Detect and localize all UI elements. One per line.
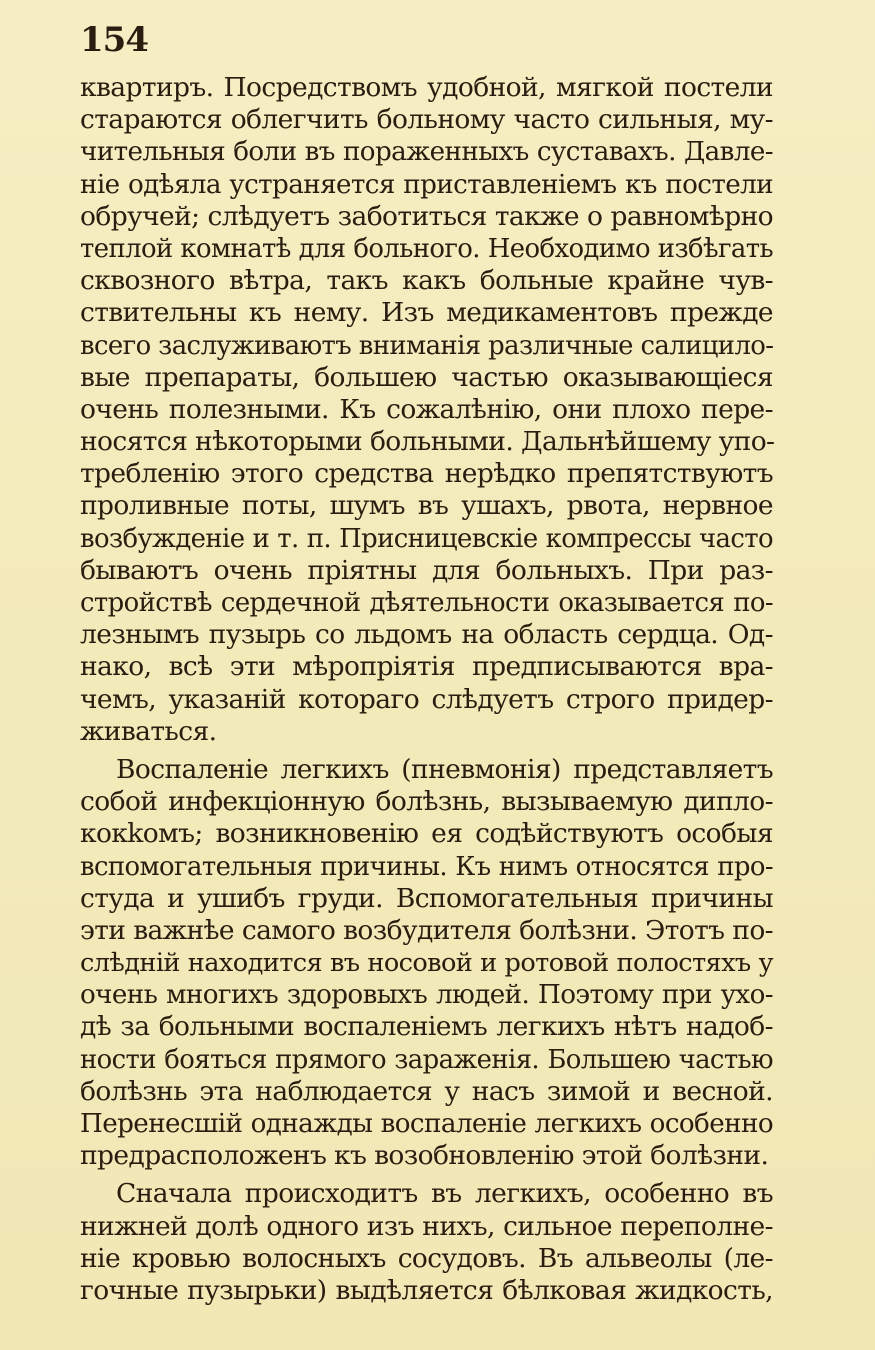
text-line: сквозного вѣтра, такъ какъ больные крайне чув-	[80, 265, 773, 297]
text-line: Воспаленіе легкихъ (пневмонія) представляетъ	[116, 753, 773, 785]
text-line: предрасположенъ къ возобновленію этой болѣзни.	[80, 1140, 769, 1172]
text-line: носятся нѣкоторыми больными. Дальнѣйшему упо-	[80, 426, 775, 458]
text-line: лезнымъ пузырь со льдомъ на область сердца. Од-	[80, 619, 773, 651]
page-text	[80, 72, 773, 1307]
text-line: нако, всѣ эти мѣропріятія предписываются вра-	[80, 651, 773, 683]
text-line: ніе кровью волосныхъ сосудовъ. Въ альвеолы (ле-	[80, 1242, 773, 1274]
text-line: требленію этого средства нерѣдко препятствуютъ	[80, 458, 773, 490]
text-line: нижней долѣ одного изъ нихъ, сильное переполне-	[80, 1210, 773, 1242]
text-line: кокkомъ; возникновенію ея содѣйствуютъ особыя	[80, 818, 773, 850]
paragraph	[80, 72, 773, 748]
text-line: гочные пузырьки) выдѣляется бѣлковая жидкость,	[80, 1274, 773, 1306]
page-number: 154	[80, 20, 148, 60]
text-line: квартиръ. Посредствомъ удобной, мягкой постели	[80, 72, 773, 103]
text-line: очень многихъ здоровыхъ людей. Поэтому при ухо-	[80, 980, 773, 1011]
text-line: болѣзнь эта наблюдается у насъ зимой и весной.	[80, 1075, 773, 1107]
text-line: стараются облегчить больному часто сильныя, му-	[80, 104, 773, 136]
text-line: вспомогательныя причины. Къ нимъ относятся про-	[80, 851, 773, 882]
text-line: возбужденіе и т. п. Присницевскіе компрессы часто	[80, 523, 773, 554]
text-line: студа и ушибъ груди. Вспомогательныя причины	[80, 882, 773, 914]
paragraph	[80, 754, 773, 1172]
text-line: вые препараты, большею частью оказывающіеся	[80, 361, 773, 393]
text-line: Перенесшій однажды воспаленіе легкихъ особенно	[80, 1109, 773, 1139]
text-line: живаться.	[80, 715, 217, 747]
text-line: проливные поты, шумъ въ ушахъ, рвота, нервное	[80, 490, 773, 522]
text-line: стройствѣ сердечной дѣятельности оказывается по-	[80, 588, 773, 618]
text-line: слѣдній находится въ носовой и ротовой полостяхъ у	[80, 948, 773, 979]
text-line: ности бояться прямого зараженія. Большею частью	[80, 1044, 773, 1075]
text-line: чемъ, указаній котораго слѣдуетъ строго придер-	[80, 683, 773, 715]
text-line: Сначала происходитъ въ легкихъ, особенно въ	[116, 1178, 773, 1210]
text-line: эти важнѣе самого возбудителя болѣзни. Этотъ по-	[80, 914, 774, 946]
paragraph	[80, 1178, 773, 1307]
text-line: всего заслуживаютъ вниманія различные салицило-	[80, 330, 774, 361]
text-line: ствительны къ нему. Изъ медикаментовъ прежде	[80, 297, 773, 329]
text-line: обручей; слѣдуетъ заботиться также о равномѣрно	[80, 200, 773, 232]
text-line: ніе одѣяла устраняется приставленіемъ къ постели	[80, 169, 773, 200]
text-line: теплой комнатѣ для больного. Необходимо избѣгать	[80, 233, 773, 264]
text-line: очень полезными. Къ сожалѣнію, они плохо пере-	[80, 393, 773, 425]
text-line: собой инфекціонную болѣзнь, вызываемую дипло-	[80, 786, 773, 818]
text-line: чительныя боли въ пораженныхъ суставахъ. Давле-	[80, 137, 773, 168]
text-line: бываютъ очень пріятны для больныхъ. При раз-	[80, 554, 773, 586]
text-line: дѣ за больными воспаленіемъ легкихъ нѣтъ надоб-	[80, 1011, 773, 1043]
